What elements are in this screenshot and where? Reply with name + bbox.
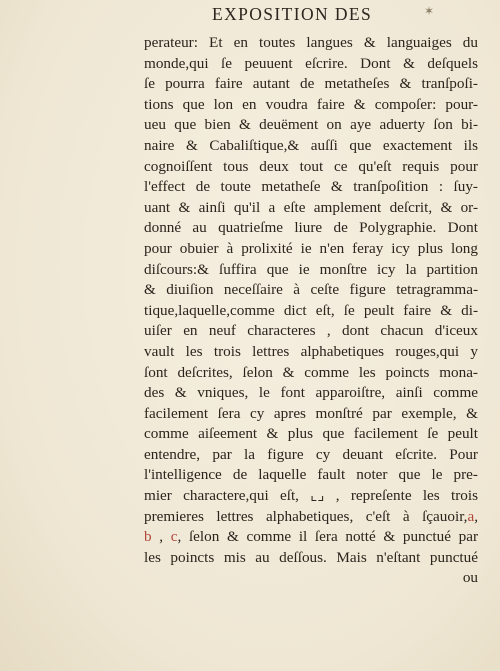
- text-line-with-red: b , c, ſelon & comme il ſera notté & punctué par: [144, 528, 479, 546]
- text-line: uiſer en neuf characteres , dont chacun d'iceux: [144, 322, 478, 340]
- text-line: les poincts mis au deſſous. Mais n'eſtant punctué: [144, 548, 478, 566]
- text-line: l'intelligence de laquelle fault noter que le pre-: [144, 466, 478, 484]
- catchword: ou: [462, 569, 478, 587]
- red-letter-a: a: [467, 507, 475, 525]
- catchword-line: [144, 568, 478, 589]
- text-line: ſont deſcrites, ſelon & comme les poincts mona-: [144, 363, 478, 381]
- text-line: monde,qui ſe peuuent eſcrire. Dont & deſquels: [144, 54, 478, 72]
- text-line: entendre, par la figure cy deuant eſcrite. Pour: [144, 445, 478, 463]
- text-line: mier charactere,qui eſt, ⌞⌟ , repreſente les trois: [144, 487, 478, 505]
- text-line: comme aiſeement & plus que facilement ſe peult: [144, 425, 478, 443]
- text-line: & diuiſion neceſſaire à ceſte figure tetragramma-: [144, 281, 478, 299]
- red-letter-c: c: [170, 528, 178, 546]
- text-line: tions que lon en voudra faire & compoſer: pour-: [144, 95, 478, 113]
- text-segment: , ſelon & comme il ſera notté & punctué par: [177, 528, 479, 546]
- text-line: naire & Cabaliſtique,& auſſi que exactement ils: [144, 136, 478, 154]
- ornament-mark: ✶: [424, 4, 435, 18]
- red-letter-b: b: [144, 528, 152, 546]
- text-line: des & vniques, le font apparoiſtre, ainſi comme: [144, 384, 478, 402]
- text-line: ſe pourra faire autant de metatheſes & tranſpoſi-: [144, 75, 478, 93]
- text-line: uant & ainſi qu'il a eſte amplement deſcrit, & or-: [144, 198, 478, 216]
- text-line: diſcours:& ſuffira que ie monſtre icy la partition: [144, 260, 478, 278]
- text-line-with-red: premieres lettres alphabetiques, c'eſt à ſçauoir,a,: [144, 507, 478, 525]
- text-line: ueu que bien & deuëment on aye aduerty ſon bi-: [144, 116, 478, 134]
- text-line: facilement ſera cy apres monſtré par exemple, &: [144, 404, 478, 422]
- text-line: donné au quatrieſme liure de Polygraphie. Dont: [144, 219, 478, 237]
- text-segment: premieres lettres alphabetiques, c'eſt à ſçauoir,: [144, 507, 468, 525]
- body-text: [144, 33, 478, 589]
- text-line: tique,laquelle,comme dict eſt, ſe peult faire & di-: [144, 301, 478, 319]
- text-line: vault les trois lettres alphabetiques rouges,qui y: [144, 342, 478, 360]
- running-head: EXPOSITION DES: [212, 4, 373, 24]
- text-line: pour obuier à prolixité ie n'en feray icy plus long: [144, 239, 478, 257]
- text-line: perateur: Et en toutes langues & languaiges du: [144, 34, 478, 51]
- text-line: cognoiſſent tous deux tout ce qu'eſt requis pour: [144, 157, 478, 175]
- text-line: l'effect de toute metatheſe & tranſpoſition : ſuy-: [144, 178, 478, 196]
